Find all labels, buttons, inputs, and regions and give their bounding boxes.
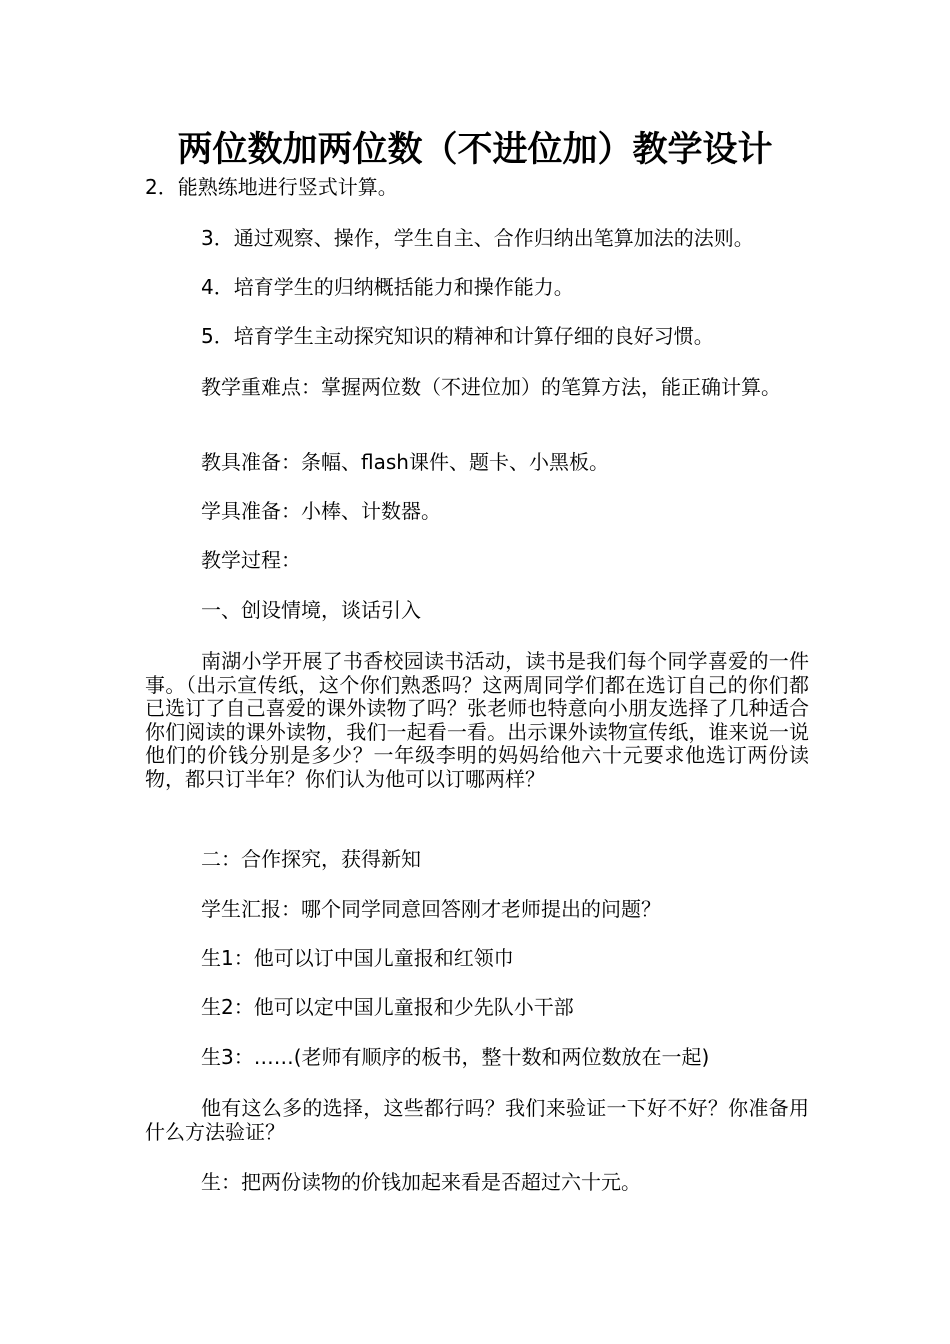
paragraph-objective-3: 3．通过观察、操作，学生自主、合作归纳出笔算加法的法则。 xyxy=(201,226,754,250)
paragraph-process-heading: 教学过程： xyxy=(201,548,301,572)
section-heading-1: 一、创设情境，谈话引入 xyxy=(201,598,421,622)
paragraph-objective-2: 2．能熟练地进行竖式计算。 xyxy=(145,175,398,199)
paragraph-verification: 他有这么多的选择，这些都行吗？我们来验证一下好不好？你准备用什么方法验证？ xyxy=(145,1096,809,1144)
paragraph-student-report: 学生汇报：哪个同学同意回答刚才老师提出的问题？ xyxy=(201,897,661,921)
paragraph-student-answer: 生：把两份读物的价钱加起来看是否超过六十元。 xyxy=(201,1170,641,1194)
paragraph-objective-5: 5．培育学生主动探究知识的精神和计算仔细的良好习惯。 xyxy=(201,324,714,348)
paragraph-student-2: 生2：他可以定中国儿童报和少先队小干部 xyxy=(201,995,574,1019)
paragraph-key-points: 教学重难点：掌握两位数（不进位加）的笔算方法，能正确计算。 xyxy=(201,375,781,399)
section-heading-2: 二：合作探究，获得新知 xyxy=(201,847,421,871)
paragraph-student-1: 生1：他可以订中国儿童报和红领巾 xyxy=(201,946,514,970)
document-title: 两位数加两位数（不进位加）教学设计 xyxy=(177,129,773,170)
paragraph-scenario: 南湖小学开展了书香校园读书活动，读书是我们每个同学喜爱的一件事。（出示宣传纸，这个你们熟悉吗？这两周同学们都在选订自己的你们都已选订了自己喜爱的课外读物了吗？张老师也特意向小朋友选择了几种适合你们阅读的课外读物，我们一起看一看。出示课外读物宣传纸，谁来说一说他们的价钱分别是多少？一年级李明的妈妈给他六十元要求他选订两份读物，都只订半年？你们认为他可以订哪两样？ xyxy=(145,649,809,791)
paragraph-teaching-aids: 教具准备：条幅、flash课件、题卡、小黑板。 xyxy=(201,450,609,474)
paragraph-student-3: 生3：……(老师有顺序的板书，整十数和两位数放在一起) xyxy=(201,1045,710,1069)
paragraph-objective-4: 4．培育学生的归纳概括能力和操作能力。 xyxy=(201,275,574,299)
paragraph-learning-aids: 学具准备：小棒、计数器。 xyxy=(201,499,441,523)
